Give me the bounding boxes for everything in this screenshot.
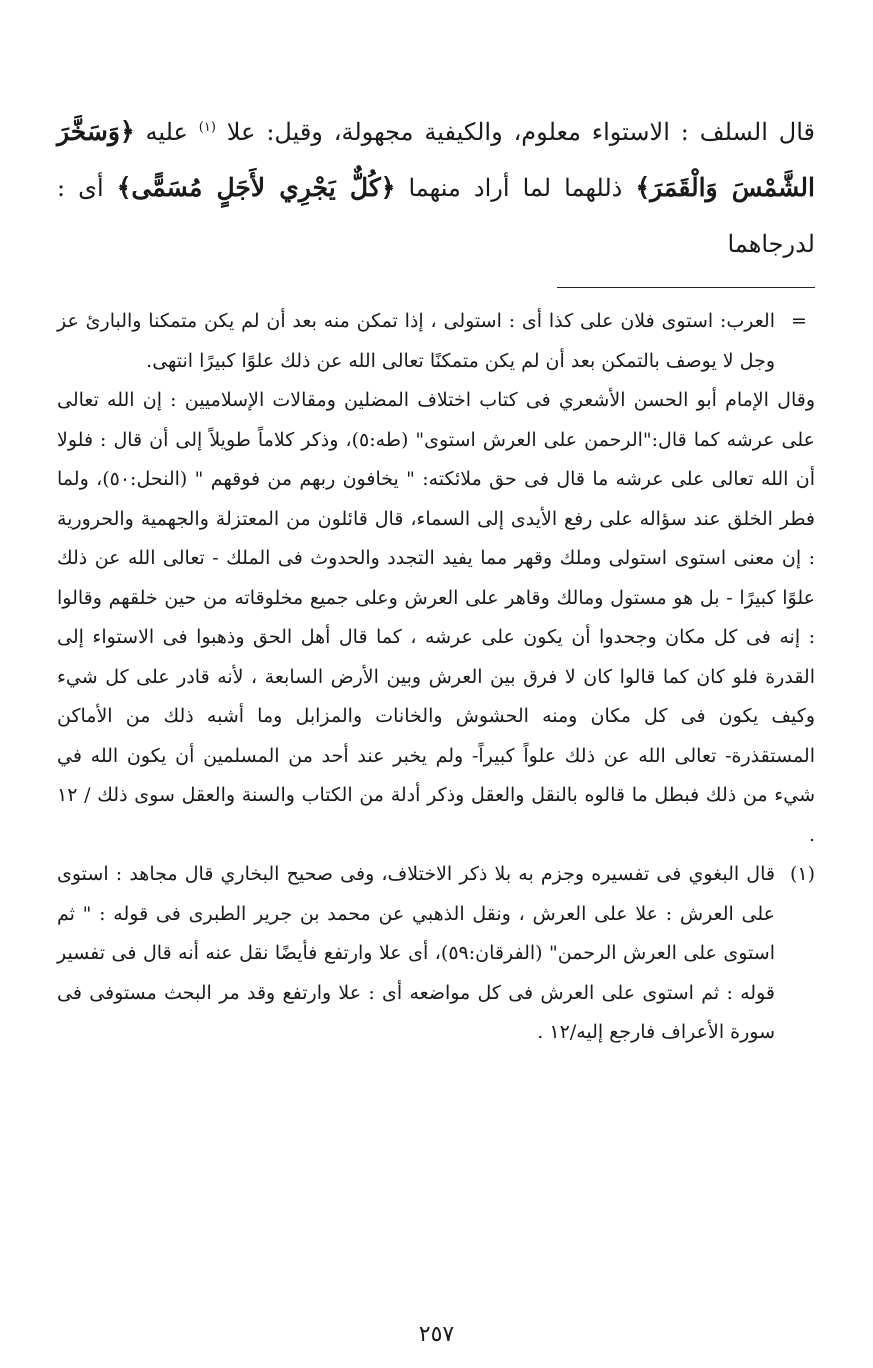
footnote-divider	[557, 287, 815, 288]
main-text	[57, 100, 815, 272]
continuation-marker: =	[791, 310, 807, 332]
main-paragraph	[57, 100, 815, 272]
footnote-continuation-paragraph-1: العرب: استوى فلان على كذا أى : استولى ، إذا تمكن منه بعد أن لم يكن متمكنا والبارئ عز وجل لا يوصف بالتمكن بعد أن لم يكن متمكنًا تعالى الله عن ذلك علوًا كبيرًا انتهى.	[57, 310, 775, 372]
main-text-part-1: قال السلف : الاستواء معلوم، والكيفية مجهولة، وقيل: علا	[226, 118, 816, 146]
main-text-part-4: أى : لدرجاهما	[57, 174, 815, 258]
quran-verse-2: ﴿كُلٌّ يَجْرِي لأَجَلٍ مُسَمًّى﴾	[116, 173, 396, 202]
page-number: ٢٥٧	[418, 1322, 455, 1347]
footnotes-section	[57, 302, 815, 1053]
footnote-continuation-paragraph-2: وقال الإمام أبو الحسن الأشعري فى كتاب اختلاف المضلين ومقالات الإسلاميين : إن الله تعالى على عرشه كما قال:"الرحمن على العرش استوى" (طه:٥)، وذكر كلاماً طويلاً إلى أن قال : فلولا أن الله تعالى على عرشه ما قال فى حق ملائكته: " يخافون ربهم من فوقهم " (النحل:٥٠)، ولما فطر الخلق عند سؤاله على رفع الأيدى إلى السماء، قال قائلون من المعتزلة والجهمية والحرورية : إن معنى استوى استولى وملك وقهر مما يفيد التجدد والحدوث فى الملك - تعالى الله عن ذلك علوًا كبيرًا - بل هو مستول ومالك وقاهر على العرش وعلى جميع مخلوقاته من حين خلقهم وقالوا : إنه فى كل مكان وجحدوا أن يكون على عرشه ، كما قال أهل الحق وذهبوا فى الاستواء إلى القدرة فلو كان كما قالوا كان لا فرق بين العرش وبين الأرض السابعة ، لأنه قادر على كل شيء وكيف يكون فى كل مكان ومنه الحشوش والخانات والمزابل وما أشبه ذلك من الأماكن المستقذرة- تعالى الله عن ذلك علواً كبيراً- ولم يخبر عند أحد من المسلمين أن يكون الله في شيء من ذلك فبطل ما قالوه بالنقل والعقل وذكر أدلة من الكتاب والسنة والعقل سوى ذلك / ١٢ .	[57, 389, 815, 846]
footnote-1	[57, 855, 815, 1053]
footnote-1-marker: (١)	[789, 863, 815, 885]
main-text-part-2: عليه	[145, 118, 188, 146]
footnote-continuation	[57, 302, 815, 381]
footnote-reference-1: (١)	[198, 120, 216, 135]
footnote-1-text: قال البغوي فى تفسيره وجزم به بلا ذكر الاختلاف، وفى صحيح البخاري قال مجاهد : استوى على العرش : علا على العرش ، ونقل الذهبي عن محمد بن جرير الطبرى فى قوله : " ثم استوى على العرش الرحمن" (الفرقان:٥٩)، أى علا وارتفع فأيضًا نقل عنه أنه قال فى تفسير قوله : ثم استوى على العرش فى كل مواضعه أى : علا وارتفع وقد مر البحث مستوفى فى سورة الأعراف فارجع إليه/١٢ .	[57, 863, 775, 1043]
quran-verse-1: ﴿وَسَخَّرَ الشَّمْسَ وَالْقَمَرَ﴾	[57, 117, 815, 202]
main-text-part-3: ذللهما لما أراد منهما	[408, 174, 623, 202]
